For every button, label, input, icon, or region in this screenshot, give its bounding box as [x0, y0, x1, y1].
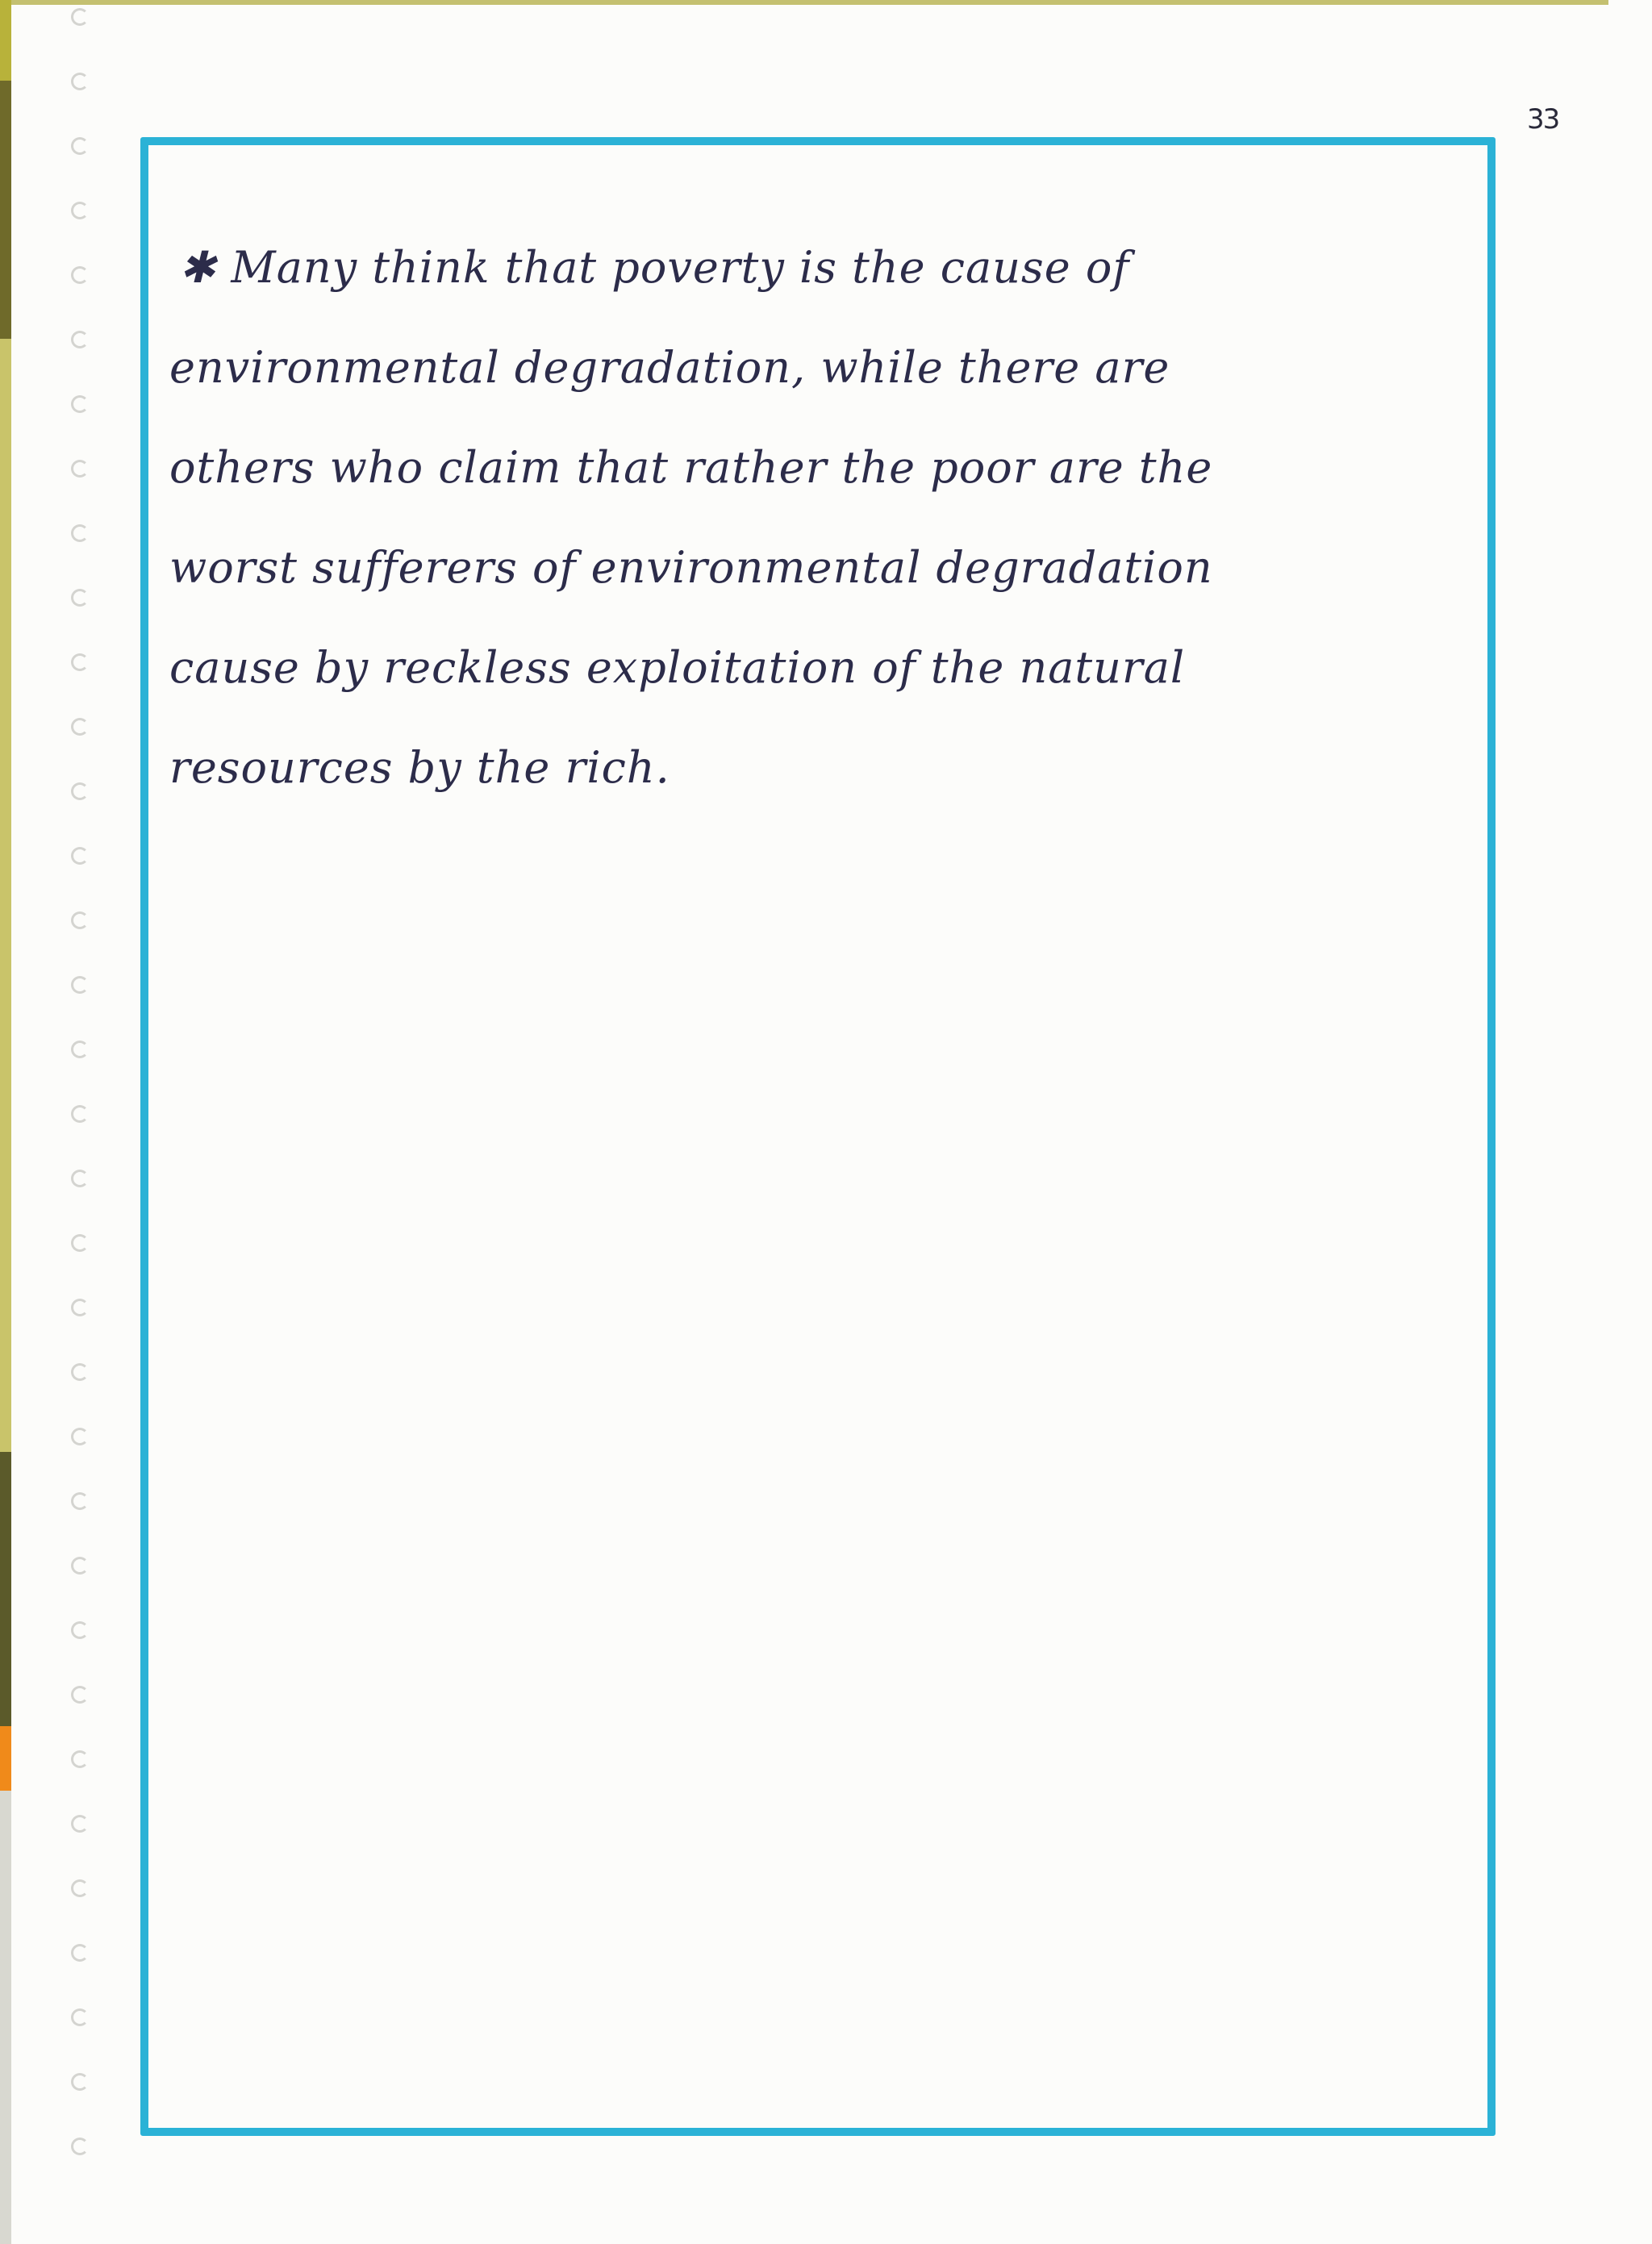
spiral-hole [71, 847, 89, 865]
spiral-hole [71, 2073, 89, 2091]
spiral-holes [63, 8, 111, 2234]
spiral-hole [71, 1428, 89, 1445]
note-line: cause by reckless exploitation of the natural [169, 642, 1186, 693]
spiral-hole [71, 1815, 89, 1833]
note-line: ✱ Many think that poverty is the cause of [179, 242, 1130, 293]
spiral-hole [71, 718, 89, 736]
spiral-hole [71, 137, 89, 155]
spiral-hole [71, 1299, 89, 1316]
spiral-hole [71, 911, 89, 929]
spiral-hole [71, 1492, 89, 1510]
spiral-hole [71, 2138, 89, 2155]
spiral-hole [71, 1234, 89, 1252]
page-number: 33 [1527, 103, 1559, 136]
note-line: worst sufferers of environmental degradation [169, 542, 1213, 593]
spiral-hole [71, 73, 89, 90]
spiral-hole [71, 1557, 89, 1575]
note-line: resources by the rich. [169, 742, 670, 793]
spiral-hole [71, 1879, 89, 1897]
spiral-hole [71, 331, 89, 348]
spiral-hole [71, 395, 89, 413]
spiral-hole [71, 1105, 89, 1123]
spiral-hole [71, 1686, 89, 1704]
spiral-hole [71, 460, 89, 478]
spiral-hole [71, 782, 89, 800]
spiral-hole [71, 2008, 89, 2026]
handwritten-note [169, 218, 1428, 818]
spiral-hole [71, 524, 89, 542]
spiral-hole [71, 202, 89, 219]
spiral-hole [71, 1750, 89, 1768]
binder-edge [0, 0, 11, 2244]
spiral-hole [71, 976, 89, 994]
spiral-hole [71, 1363, 89, 1381]
spiral-hole [71, 653, 89, 671]
note-line: environmental degradation, while there are [169, 342, 1170, 393]
top-edge [11, 0, 1608, 5]
spiral-hole [71, 1621, 89, 1639]
spiral-hole [71, 589, 89, 607]
note-line: others who claim that rather the poor are the [169, 442, 1213, 493]
spiral-hole [71, 1041, 89, 1058]
spiral-hole [71, 1944, 89, 1962]
spiral-hole [71, 8, 89, 26]
spiral-hole [71, 266, 89, 284]
spiral-hole [71, 1170, 89, 1187]
